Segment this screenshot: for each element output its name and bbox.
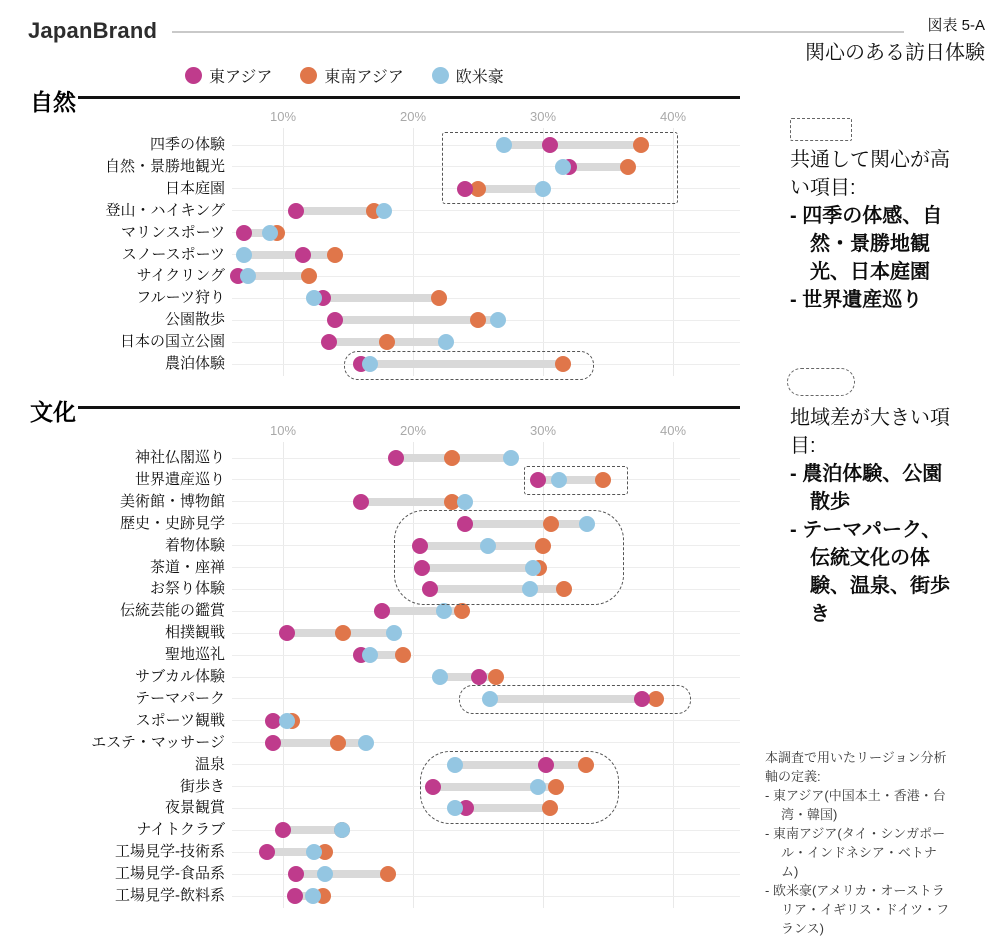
row-gridline bbox=[232, 523, 740, 524]
dashed-pill-swatch bbox=[787, 368, 855, 396]
connector-bar bbox=[396, 454, 510, 462]
dot-west bbox=[482, 691, 498, 707]
dot-west bbox=[317, 866, 333, 882]
row-gridline bbox=[232, 698, 740, 699]
dot-west bbox=[236, 247, 252, 263]
dot-east bbox=[374, 603, 390, 619]
row-gridline bbox=[232, 742, 740, 743]
legend-item bbox=[185, 64, 272, 87]
dot-east bbox=[230, 268, 246, 284]
row-gridline bbox=[232, 655, 740, 656]
dot-west bbox=[447, 800, 463, 816]
dot-west bbox=[457, 494, 473, 510]
dot-southeast bbox=[269, 225, 285, 241]
row-label: 工場見学-技術系 bbox=[115, 843, 225, 861]
legend-item bbox=[300, 64, 403, 87]
sidebar-common-item: - 四季の体感、自然・景勝地観光、日本庭園 bbox=[790, 205, 943, 283]
dot-southeast bbox=[335, 625, 351, 641]
row-gridline bbox=[232, 896, 740, 897]
dot-southeast bbox=[301, 268, 317, 284]
dot-east bbox=[388, 450, 404, 466]
connector-bar bbox=[422, 564, 539, 572]
row-label: 聖地巡礼 bbox=[164, 646, 225, 664]
highlight-box bbox=[459, 685, 691, 714]
dot-west bbox=[358, 735, 374, 751]
dot-southeast bbox=[379, 334, 395, 350]
axis-tick-label: 10% bbox=[269, 109, 297, 124]
row-label: フルーツ狩り bbox=[136, 289, 225, 307]
dashed-rect-swatch bbox=[790, 118, 852, 141]
figure-title: 関心のある訪日体験 bbox=[805, 42, 985, 64]
dot-southeast bbox=[633, 137, 649, 153]
row-gridline bbox=[232, 188, 740, 189]
axis-tick-label: 30% bbox=[529, 423, 557, 438]
figure-number: 図表 5-A bbox=[927, 17, 985, 34]
dot-southeast bbox=[542, 800, 558, 816]
dot-east bbox=[634, 691, 650, 707]
dot-east bbox=[353, 494, 369, 510]
highlight-box bbox=[442, 132, 678, 205]
vertical-gridline bbox=[673, 442, 674, 908]
row-gridline bbox=[232, 567, 740, 568]
row-gridline bbox=[232, 145, 740, 146]
dot-west bbox=[240, 268, 256, 284]
dot-east bbox=[457, 516, 473, 532]
connector-bar bbox=[490, 695, 656, 703]
dot-southeast bbox=[315, 888, 331, 904]
dot-east bbox=[530, 472, 546, 488]
dot-east bbox=[458, 800, 474, 816]
dot-southeast bbox=[648, 691, 664, 707]
row-label: 日本の国立公園 bbox=[119, 333, 225, 351]
connector-bar bbox=[455, 804, 550, 812]
dot-southeast bbox=[444, 494, 460, 510]
row-gridline bbox=[232, 874, 740, 875]
dot-southeast bbox=[470, 312, 486, 328]
connector-bar bbox=[329, 338, 446, 346]
dot-east bbox=[279, 625, 295, 641]
row-gridline bbox=[232, 501, 740, 502]
dot-east bbox=[542, 137, 558, 153]
dot-southeast bbox=[444, 450, 460, 466]
legend-item bbox=[432, 64, 504, 87]
row-label: 世界遺産巡り bbox=[134, 470, 225, 488]
row-label: 美術館・博物館 bbox=[119, 492, 225, 510]
connector-bar bbox=[440, 673, 496, 681]
connector-bar bbox=[283, 826, 342, 834]
dot-east bbox=[457, 181, 473, 197]
dot-west bbox=[262, 225, 278, 241]
row-gridline bbox=[232, 276, 740, 277]
sidebar-common-block bbox=[790, 146, 960, 314]
dot-southeast bbox=[395, 647, 411, 663]
note-item: - 欧米豪(アメリカ・オーストラリア・イギリス・ドイツ・フランス) bbox=[765, 883, 950, 936]
legend-label: 東南アジア bbox=[324, 69, 404, 86]
dot-east bbox=[259, 844, 275, 860]
row-label: 温泉 bbox=[194, 755, 225, 773]
connector-bar bbox=[267, 848, 324, 856]
connector-bar bbox=[465, 520, 587, 528]
row-gridline bbox=[232, 210, 740, 211]
connector-bar bbox=[382, 607, 463, 615]
dot-east bbox=[315, 290, 331, 306]
axis-tick-label: 40% bbox=[659, 423, 687, 438]
row-label: 相撲観戦 bbox=[164, 624, 225, 642]
connector-bar bbox=[361, 651, 403, 659]
dot-west bbox=[436, 603, 452, 619]
dot-southeast bbox=[556, 581, 572, 597]
section-rule-culture bbox=[78, 406, 740, 409]
row-label: お祭り体験 bbox=[149, 580, 225, 598]
dot-southeast bbox=[317, 844, 333, 860]
row-label: 工場見学-飲料系 bbox=[115, 887, 225, 904]
connector-bar bbox=[335, 316, 498, 324]
dot-southeast bbox=[488, 669, 504, 685]
dot-west bbox=[503, 450, 519, 466]
dot-southeast bbox=[431, 290, 447, 306]
row-label: 農泊体験 bbox=[164, 355, 225, 372]
row-label: スノースポーツ bbox=[121, 245, 225, 263]
row-gridline bbox=[232, 611, 740, 612]
dot-west bbox=[305, 888, 321, 904]
section-title-nature: 自然 bbox=[30, 89, 76, 115]
connector-bar bbox=[504, 141, 641, 149]
dot-southeast bbox=[531, 560, 547, 576]
connector-bar bbox=[296, 870, 388, 878]
axis-tick-label: 30% bbox=[529, 109, 557, 124]
connector-bar bbox=[273, 739, 367, 747]
note-title: 本調査で用いたリージョン分析軸の定義: bbox=[765, 750, 947, 784]
row-label: 日本庭園 bbox=[164, 179, 225, 197]
dot-west bbox=[306, 290, 322, 306]
row-label: 公園散歩 bbox=[164, 311, 225, 329]
vertical-gridline bbox=[673, 128, 674, 376]
dot-east bbox=[414, 560, 430, 576]
dot-southeast bbox=[555, 356, 571, 372]
dot-west bbox=[438, 334, 454, 350]
row-gridline bbox=[232, 830, 740, 831]
connector-bar bbox=[314, 294, 439, 302]
sidebar-regional-item: - テーマパーク、伝統文化の体験、温泉、街歩き bbox=[790, 519, 950, 625]
axis-tick-label: 20% bbox=[399, 109, 427, 124]
dot-east bbox=[353, 647, 369, 663]
dot-southeast bbox=[548, 779, 564, 795]
sidebar-regional-item: - 農泊体験、公園散歩 bbox=[790, 463, 943, 513]
legend-dot-icon bbox=[432, 67, 449, 84]
dot-east bbox=[287, 888, 303, 904]
dot-west bbox=[447, 757, 463, 773]
row-label: 街歩き bbox=[179, 777, 225, 795]
dot-west bbox=[334, 822, 350, 838]
connector-bar bbox=[287, 629, 394, 637]
dot-east bbox=[295, 247, 311, 263]
row-gridline bbox=[232, 342, 740, 343]
note-item: - 東アジア(中国本土・香港・台湾・韓国) bbox=[765, 788, 946, 822]
dot-west bbox=[530, 779, 546, 795]
row-label: テーマパーク bbox=[135, 689, 225, 707]
row-label: 歴史・史跡見学 bbox=[119, 514, 225, 532]
dot-southeast bbox=[366, 203, 382, 219]
connector-bar bbox=[295, 892, 324, 900]
connector-bar bbox=[563, 163, 628, 171]
connector-bar bbox=[361, 498, 465, 506]
connector-bar bbox=[420, 542, 544, 550]
connector-bar bbox=[430, 585, 564, 593]
row-gridline bbox=[232, 808, 740, 809]
highlight-box bbox=[344, 351, 594, 380]
dot-west bbox=[579, 516, 595, 532]
dot-west bbox=[386, 625, 402, 641]
dot-east bbox=[538, 757, 554, 773]
axis-tick-label: 10% bbox=[269, 423, 297, 438]
row-gridline bbox=[232, 254, 740, 255]
row-gridline bbox=[232, 232, 740, 233]
axis-tick-label: 40% bbox=[659, 109, 687, 124]
connector-bar bbox=[244, 229, 277, 237]
connector-bar bbox=[361, 360, 563, 368]
dot-east bbox=[265, 735, 281, 751]
row-label: サブカル体験 bbox=[135, 668, 225, 685]
dot-southeast bbox=[470, 181, 486, 197]
dot-southeast bbox=[578, 757, 594, 773]
connector-bar bbox=[238, 272, 310, 280]
dot-east bbox=[321, 334, 337, 350]
vertical-gridline bbox=[543, 442, 544, 908]
dot-southeast bbox=[543, 516, 559, 532]
section-title-culture: 文化 bbox=[30, 399, 76, 425]
dot-east bbox=[288, 203, 304, 219]
row-label: マリンスポーツ bbox=[121, 223, 225, 241]
dot-southeast bbox=[334, 822, 350, 838]
dot-west bbox=[551, 472, 567, 488]
vertical-gridline bbox=[413, 442, 414, 908]
dot-west bbox=[376, 203, 392, 219]
dot-east bbox=[422, 581, 438, 597]
dot-southeast bbox=[454, 603, 470, 619]
dot-east bbox=[471, 669, 487, 685]
dot-west bbox=[306, 844, 322, 860]
dot-east bbox=[425, 779, 441, 795]
connector-bar bbox=[455, 761, 586, 769]
section-rule-nature bbox=[78, 96, 740, 99]
row-gridline bbox=[232, 458, 740, 459]
dot-west bbox=[279, 713, 295, 729]
dot-east bbox=[327, 312, 343, 328]
row-gridline bbox=[232, 364, 740, 365]
row-gridline bbox=[232, 720, 740, 721]
dot-southeast bbox=[380, 866, 396, 882]
connector-bar bbox=[538, 476, 603, 484]
row-gridline bbox=[232, 166, 740, 167]
highlight-box bbox=[394, 510, 625, 605]
note-item: - 東南アジア(タイ・シンガポール・インドネシア・ベトナム) bbox=[765, 826, 946, 879]
brand-logo-text: JapanBrand bbox=[28, 18, 158, 43]
dot-southeast bbox=[327, 247, 343, 263]
dot-southeast bbox=[535, 538, 551, 554]
row-gridline bbox=[232, 479, 740, 480]
dot-southeast bbox=[330, 735, 346, 751]
dot-east bbox=[236, 225, 252, 241]
connector-bar bbox=[433, 783, 557, 791]
row-label: スポーツ観戦 bbox=[135, 711, 225, 729]
dot-west bbox=[432, 669, 448, 685]
dot-west bbox=[535, 181, 551, 197]
sidebar-common-item: - 世界遺産巡り bbox=[790, 289, 923, 311]
row-gridline bbox=[232, 677, 740, 678]
region-definition-note bbox=[765, 748, 953, 938]
vertical-gridline bbox=[283, 442, 284, 908]
dot-southeast bbox=[620, 159, 636, 175]
dot-east bbox=[353, 356, 369, 372]
row-label: 伝統芸能の鑑賞 bbox=[119, 602, 225, 620]
sidebar-regional-block bbox=[790, 404, 960, 628]
dot-east bbox=[561, 159, 577, 175]
row-gridline bbox=[232, 633, 740, 634]
dot-west bbox=[522, 581, 538, 597]
row-label: 自然・景勝地観光 bbox=[104, 157, 225, 175]
row-label: サイクリング bbox=[136, 267, 225, 285]
sidebar-regional-title: 地域差が大きい項目: bbox=[790, 407, 950, 457]
legend-dot-icon bbox=[185, 67, 202, 84]
highlight-box bbox=[420, 751, 620, 824]
row-gridline bbox=[232, 545, 740, 546]
dot-east bbox=[288, 866, 304, 882]
row-gridline bbox=[232, 298, 740, 299]
dot-west bbox=[496, 137, 512, 153]
row-gridline bbox=[232, 589, 740, 590]
dot-west bbox=[555, 159, 571, 175]
row-label: 夜景観賞 bbox=[164, 799, 225, 817]
row-label: 茶道・座禅 bbox=[149, 558, 225, 576]
row-gridline bbox=[232, 852, 740, 853]
row-label: 神社仏閣巡り bbox=[134, 449, 225, 466]
connector-bar bbox=[273, 717, 293, 725]
row-gridline bbox=[232, 764, 740, 765]
connector-bar bbox=[296, 207, 384, 215]
vertical-gridline bbox=[413, 128, 414, 376]
dot-west bbox=[490, 312, 506, 328]
row-label: 四季の体験 bbox=[149, 136, 225, 153]
dot-east bbox=[265, 713, 281, 729]
row-label: 登山・ハイキング bbox=[105, 201, 225, 219]
row-label: ナイトクラブ bbox=[136, 821, 225, 839]
dot-west bbox=[362, 356, 378, 372]
vertical-gridline bbox=[543, 128, 544, 376]
connector-bar bbox=[244, 251, 335, 259]
legend-label: 欧米豪 bbox=[455, 69, 504, 86]
dot-east bbox=[275, 822, 291, 838]
vertical-gridline bbox=[283, 128, 284, 376]
row-label: 着物体験 bbox=[164, 536, 225, 554]
axis-tick-label: 20% bbox=[399, 423, 427, 438]
highlight-box bbox=[524, 466, 629, 495]
dot-east bbox=[412, 538, 428, 554]
connector-bar bbox=[465, 185, 543, 193]
row-label: エステ・マッサージ bbox=[91, 733, 225, 751]
sidebar-common-title: 共通して関心が高い項目: bbox=[790, 149, 950, 199]
dot-southeast bbox=[595, 472, 611, 488]
dot-west bbox=[525, 560, 541, 576]
legend-dot-icon bbox=[300, 67, 317, 84]
row-gridline bbox=[232, 786, 740, 787]
legend bbox=[185, 64, 504, 87]
dot-west bbox=[362, 647, 378, 663]
dot-southeast bbox=[284, 713, 300, 729]
dot-west bbox=[480, 538, 496, 554]
legend-label: 東アジア bbox=[209, 69, 273, 86]
row-label: 工場見学-食品系 bbox=[115, 865, 225, 883]
row-gridline bbox=[232, 320, 740, 321]
